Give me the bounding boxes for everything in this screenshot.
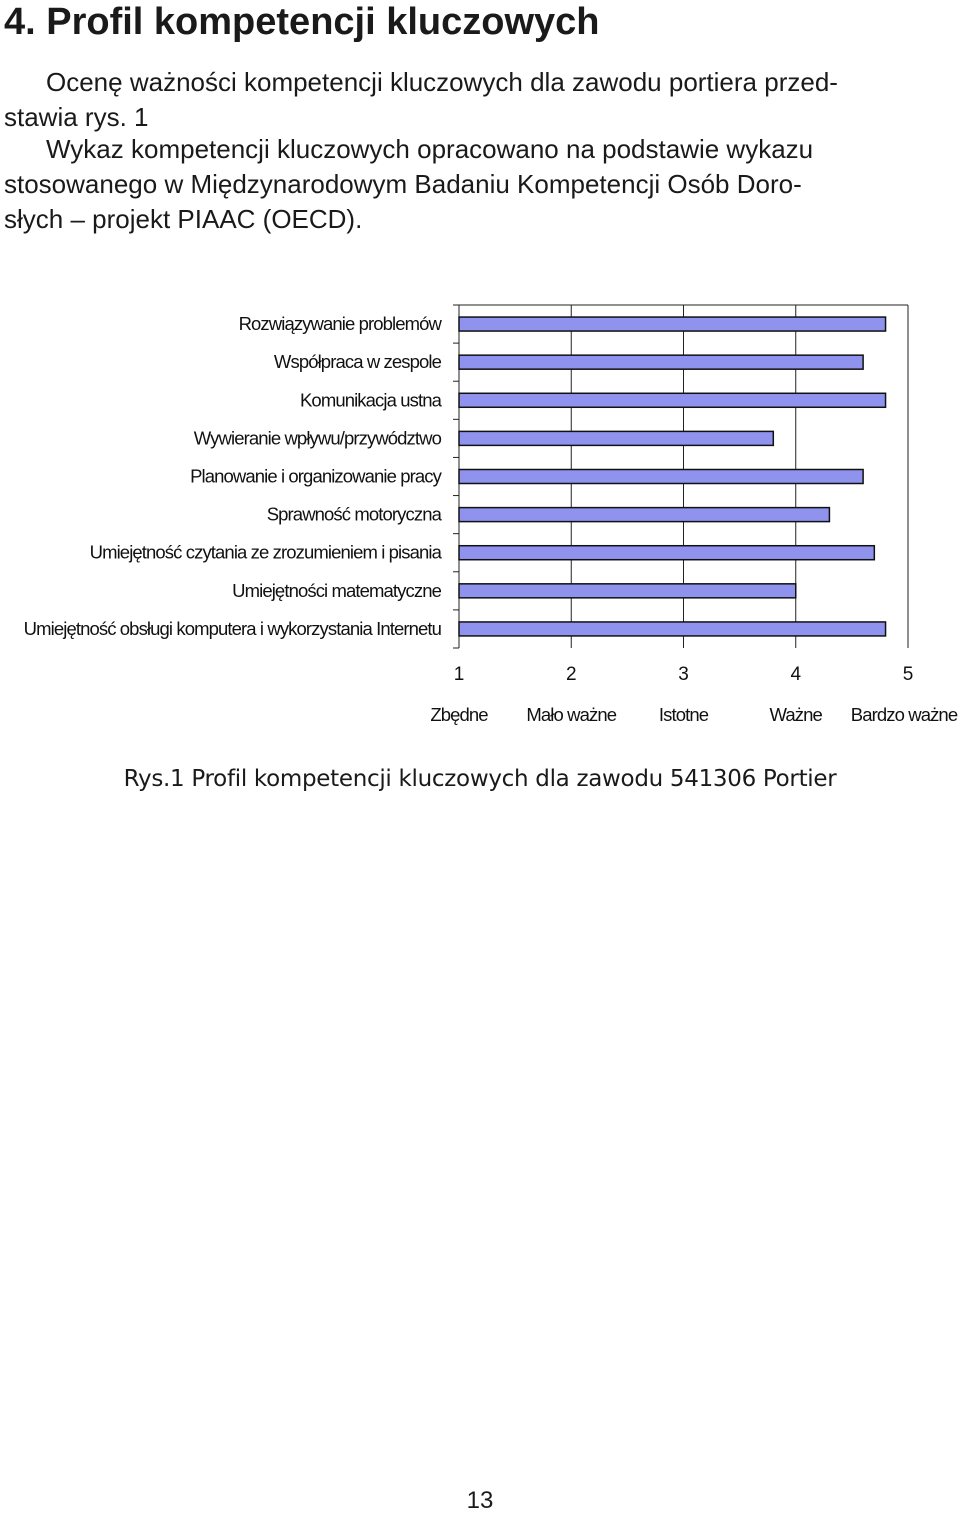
x-category-label: Istotne bbox=[658, 704, 709, 725]
paragraph-line bbox=[4, 65, 956, 100]
source-paragraph bbox=[4, 132, 956, 237]
bar bbox=[459, 393, 886, 407]
paragraph-line: słych – projekt PIAAC (OECD). bbox=[4, 204, 363, 234]
category-label: Planowanie i organizowanie pracy bbox=[190, 465, 441, 487]
bar bbox=[459, 317, 886, 331]
category-label: Umiejętność czytania ze zrozumieniem i pisania bbox=[89, 541, 441, 563]
x-tick-label: 5 bbox=[902, 664, 914, 685]
category-label: Sprawność motoryczna bbox=[266, 503, 441, 525]
section-heading: 4. Profil kompetencji kluczowych bbox=[4, 1, 600, 43]
category-label: Wywieranie wpływu/przywództwo bbox=[193, 427, 441, 449]
line-text: Ocenę ważności kompetencji kluczowych dla zawodu portiera przed- bbox=[46, 67, 838, 97]
bar bbox=[459, 584, 796, 598]
x-category-label: Zbędne bbox=[430, 704, 488, 725]
bar bbox=[459, 508, 829, 522]
category-label: Rozwiązywanie problemów bbox=[238, 313, 441, 335]
x-category-label: Ważne bbox=[769, 704, 822, 725]
paragraph-line: stawia rys. 1 bbox=[4, 102, 149, 132]
paragraph-line: stosowanego w Międzynarodowym Badaniu Kompetencji Osób Doro- bbox=[4, 169, 802, 199]
x-tick-label: 1 bbox=[453, 664, 465, 685]
bar bbox=[459, 470, 863, 484]
intro-paragraph bbox=[4, 65, 956, 135]
bar bbox=[459, 355, 863, 369]
paragraph-line: Wykaz kompetencji kluczowych opracowano na podstawie wykazu bbox=[46, 134, 814, 164]
bar bbox=[459, 431, 773, 445]
figure-caption: Rys.1 Profil kompetencji kluczowych dla zawodu 541306 Portier bbox=[123, 766, 837, 792]
category-label: Współpraca w zespole bbox=[273, 351, 441, 373]
bar bbox=[459, 622, 886, 636]
x-tick-label: 2 bbox=[565, 664, 577, 685]
bar bbox=[459, 546, 874, 560]
x-tick-label: 3 bbox=[678, 664, 689, 685]
category-label: Umiejętności matematyczne bbox=[232, 579, 441, 601]
category-label: Komunikacja ustna bbox=[299, 389, 441, 411]
competency-bar-chart bbox=[0, 290, 960, 730]
x-category-label: Mało ważne bbox=[526, 704, 617, 725]
x-tick-label: 4 bbox=[790, 664, 802, 685]
page-number: 13 bbox=[466, 1487, 494, 1514]
category-label: Umiejętność obsługi komputera i wykorzystania Internetu bbox=[23, 617, 441, 639]
x-category-label: Bardzo ważne bbox=[850, 704, 958, 725]
